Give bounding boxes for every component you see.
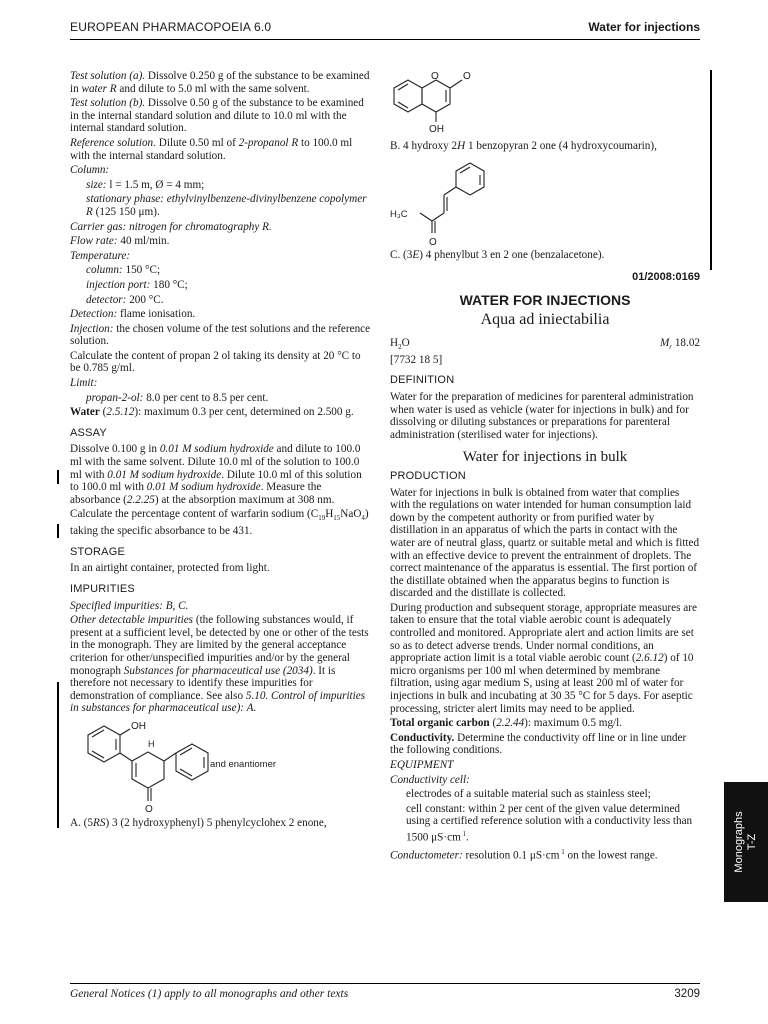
impurity-a-name: A. (5RS) 3 (2 hydroxyphenyl) 5 phenylcyclohex 2 enone,	[70, 816, 327, 829]
latin-title: Aqua ad iniectabilia	[480, 311, 610, 329]
stationary-phase: stationary phase: ethylvinylbenzene-divinylbenzene copolymer R (125 150 μm).	[86, 193, 367, 218]
relative-molecular-mass: $M_r$ 18.02	[659, 336, 700, 352]
formula-row	[390, 337, 700, 354]
definition-heading: DEFINITION	[390, 374, 455, 387]
impurity-b-structure	[390, 70, 700, 134]
impurity-b-o2: O	[463, 71, 471, 82]
impurity-a-enantiomer: and enantiomer	[210, 758, 277, 770]
assay-calculation: Calculate the percentage content of warfarin sodium $(C_{19}H_{15}NaO_4)$ taking the specific absorbance to be 431.	[70, 508, 369, 538]
conductivity: Conductivity. Determine the conductivity off line or in line under the following conditions.	[390, 731, 687, 757]
cas-number: [7732 18 5]	[390, 353, 443, 366]
change-bar	[710, 70, 712, 270]
impurity-a-o: O	[145, 803, 153, 815]
impurities-heading: IMPURITIES	[70, 583, 135, 596]
impurity-c-name: C. (3E) 4 phenylbut 3 en 2 one (benzalacetone).	[390, 248, 605, 261]
definition-text: Water for the preparation of medicines for parenteral administration when water is used as vehicle (water for injections in bulk) and for dissolving or diluting substances or preparations for parenteral administration (sterilised water for injections).	[390, 390, 694, 441]
monograph-reference: 01/2008:0169	[632, 271, 700, 284]
left-column	[70, 70, 372, 832]
monograph-title: WATER FOR INJECTIONS	[459, 291, 631, 308]
other-impurities: Other detectable impurities (the following substances would, if present at a sufficient level, be detected by one or other of the tests in the monograph. They are limited by the general acceptance criterion for other/unspecified impurities and/or by the general monograph Substances for pharmaceutical use (2034). It is therefore not necessary to identify these impurities for demonstration of compliance. See also 5.10. Control of impurities in substances for pharmaceutical use): A.	[70, 614, 369, 715]
temperature-label: Temperature:	[70, 249, 131, 262]
footer-notice: General Notices (1) apply to all monographs and other texts	[70, 988, 349, 1000]
assay-heading: ASSAY	[70, 426, 107, 439]
temp-column: column: 150 °C;	[86, 264, 161, 277]
temp-injection-port: injection port: 180 °C;	[86, 278, 188, 291]
detection: Detection: flame ionisation.	[70, 308, 196, 321]
impurity-b-name: B. 4 hydroxy 2H 1 benzopyran 2 one (4 hydroxycoumarin),	[390, 140, 657, 152]
impurity-b-oh: OH	[429, 124, 444, 134]
change-bar	[57, 524, 59, 538]
assay-text: Dissolve 0.100 g in 0.01 M sodium hydroxide and dilute to 100.0 ml with the same solvent. Dilute 10.0 ml of the solution to 100.0 ml with 0.01 M sodium hydroxide. Dilute 10.0 ml of this solution to 100.0 ml with 0.01 M sodium hydroxide. Measure the absorbance (2.2.25) at the absorption maximum at 308 nm.	[70, 443, 362, 506]
column-size: size: l = 1.5 m, Ø = 4 mm;	[86, 178, 205, 191]
calculation: Calculate the content of propan 2 ol taking its density at 20 °C to be 0.785 g/ml.	[70, 349, 361, 375]
production-text-1: Water for injections in bulk is obtained from water that complies with the regulations on water intended for human consumption laid down by the competent authority or from purified water by distillation in an apparatus of which the parts in contact with the water are of neutral glass, quartz or suitable metal and which is fitted with an effective device to prevent the entrainment of droplets. The correct maintenance of the apparatus is essential. The first portion of the distillate obtained when the apparatus begins to function is discarded and the distillate is collected.	[390, 486, 700, 600]
cell-constant: cell constant: within 2 per cent of the given value determined using a certified reference solution with a conductivity less than 1500 μS·cm $^1$.	[406, 802, 693, 844]
cell-electrodes: electrodes of a suitable material such as stainless steel;	[406, 788, 651, 801]
molecular-formula: $H_2O$	[390, 336, 410, 352]
water-test: Water (2.5.12): maximum 0.3 per cent, determined on 2.500 g.	[70, 406, 354, 419]
impurity-b-o1: O	[431, 71, 439, 82]
column-label: Column:	[70, 164, 110, 177]
monographs-side-tab	[724, 782, 768, 902]
side-tab-line2: T-Z	[746, 833, 758, 851]
storage-heading: STORAGE	[70, 545, 125, 558]
impurity-a-structure	[70, 717, 372, 817]
storage-text: In an airtight container, protected from light.	[70, 562, 270, 575]
impurity-a-oh: OH	[131, 720, 146, 732]
page-footer	[70, 983, 700, 1005]
right-column	[390, 70, 700, 865]
conductivity-cell-label: Conductivity cell:	[390, 773, 470, 786]
total-organic-carbon: Total organic carbon (2.2.44): maximum 0.5 mg/l.	[390, 717, 623, 730]
reference-solution: Reference solution. Dilute 0.50 ml of 2-propanol R to 100.0 ml with the internal standard solution.	[70, 136, 353, 162]
page-number: 3209	[674, 988, 700, 1000]
production-text-2: During production and subsequent storage, appropriate measures are taken to ensure that the total viable aerobic count is adequately controlled and monitored. Appropriate alert and action limits are set so as to detect adverse trends. Under normal conditions, an appropriate action limit is a total viable aerobic count (2.6.12) of 10 micro organisms per 100 ml when determined by membrane filtration, using agar medium S, using at least 200 ml of water for injections in bulk and incubating at 30 35 °C for 5 days. For aseptic processing, stricter alert limits may need to be applied.	[390, 601, 697, 715]
header-publication: EUROPEAN PHARMACOPOEIA 6.0	[70, 20, 272, 34]
production-heading: PRODUCTION	[390, 469, 466, 482]
bulk-subtitle: Water for injections in bulk	[462, 449, 628, 466]
impurity-c-structure	[390, 161, 700, 249]
impurity-c-o: O	[429, 236, 437, 248]
specified-impurities: Specified impurities: B, C.	[70, 599, 189, 612]
impurity-a-h: H	[148, 738, 155, 749]
test-solution-b: Test solution (b). Dissolve 0.50 g of the substance to be examined in the internal standard solution and dilute to 10.0 ml with the internal standard solution.	[70, 97, 364, 135]
carrier-gas: Carrier gas: nitrogen for chromatography R.	[70, 220, 272, 233]
limit-label: Limit:	[70, 377, 98, 390]
impurity-c-h3c: H₃C	[390, 208, 408, 220]
conductometer: Conductometer: resolution 0.1 μS·cm $^1$ on the lowest range.	[390, 848, 658, 863]
injection: Injection: the chosen volume of the test solutions and the reference solution.	[70, 322, 371, 348]
temp-detector: detector: 200 °C.	[86, 293, 164, 306]
equipment-heading: EQUIPMENT	[390, 759, 454, 772]
test-solution-a: Test solution (a). Dissolve 0.250 g of the substance to be examined in water R and dilute to 5.0 ml with the same solvent.	[70, 70, 370, 95]
page-header	[70, 18, 700, 40]
header-monograph: Water for injections	[588, 20, 700, 34]
side-tab-line1: Monographs	[733, 811, 745, 873]
change-bar	[57, 682, 59, 828]
change-bar	[57, 470, 59, 484]
limit-propanol: propan-2-ol: 8.0 per cent to 8.5 per cent.	[86, 391, 269, 404]
flow-rate: Flow rate: 40 ml/min.	[70, 235, 170, 248]
